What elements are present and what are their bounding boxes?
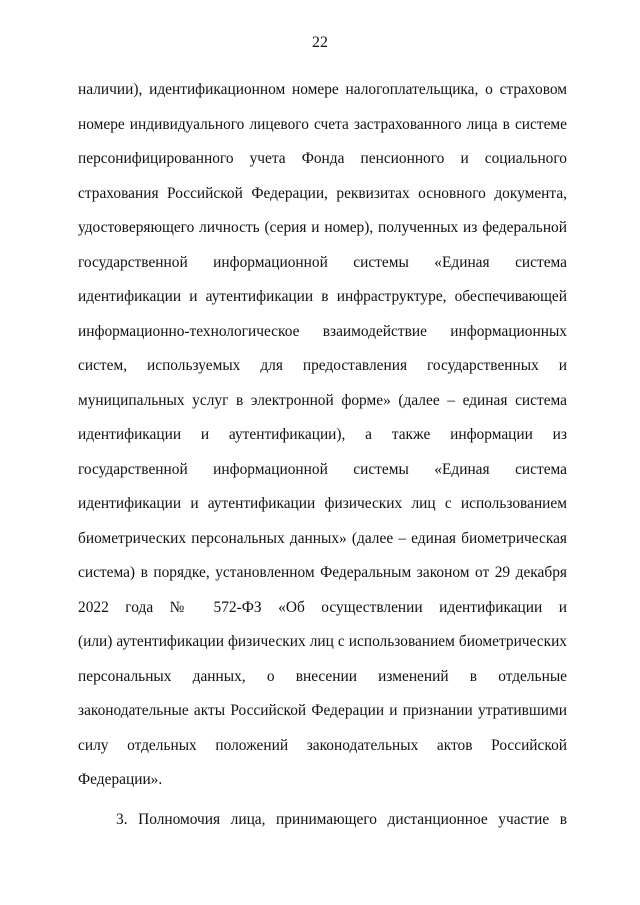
text-line: идентификации и аутентификации), а также информации из: [78, 426, 567, 443]
text-line: муниципальных услуг в электронной форме» (далее – единая система: [78, 391, 567, 409]
text-line: силу отдельных положений законодательных актов Российской: [78, 736, 567, 754]
text-line: система) в порядке, установленном Федеральным законом от 29 декабря: [78, 564, 567, 581]
text-line: 2022 года № 572-ФЗ «Об осуществлении идентификации и: [78, 598, 567, 616]
page-number: 22: [312, 34, 328, 51]
text-line: Федерации».: [78, 771, 163, 788]
text-line: страхования Российской Федерации, реквизитах основного документа,: [78, 184, 567, 202]
text-line: систем, используемых для предоставления государственных и: [78, 357, 567, 374]
text-line: идентификации и аутентификации в инфраструктуре, обеспечивающей: [78, 288, 567, 305]
text-line: (или) аутентификации физических лиц с использованием биометрических: [78, 633, 567, 650]
text-line: номере индивидуального лицевого счета застрахованного лица в системе: [78, 115, 567, 133]
text-line: персональных данных, о внесении изменений в отдельные: [78, 667, 567, 685]
text-line: удостоверяющего личность (серия и номер), полученных из федеральной: [78, 219, 567, 236]
document-body: [78, 73, 567, 837]
text-line: государственной информационной системы «Единая система: [78, 253, 567, 271]
text-line: наличии), идентификационном номере налогоплательщика, о страховом: [78, 81, 567, 98]
text-line: информационно-технологическое взаимодействие информационных: [78, 322, 567, 340]
paragraph-3-start: 3. Полномочия лица, принимающего дистанционное участие в: [116, 810, 567, 828]
text-line: биометрических персональных данных» (далее – единая биометрическая: [78, 529, 567, 547]
text-line: государственной информационной системы «Единая система: [78, 460, 567, 478]
text-line: персонифицированного учета Фонда пенсионного и социального: [78, 150, 567, 167]
text-line: идентификации и аутентификации физических лиц с использованием: [78, 495, 567, 512]
text-line: законодательные акты Российской Федерации и признании утратившими: [78, 702, 567, 719]
